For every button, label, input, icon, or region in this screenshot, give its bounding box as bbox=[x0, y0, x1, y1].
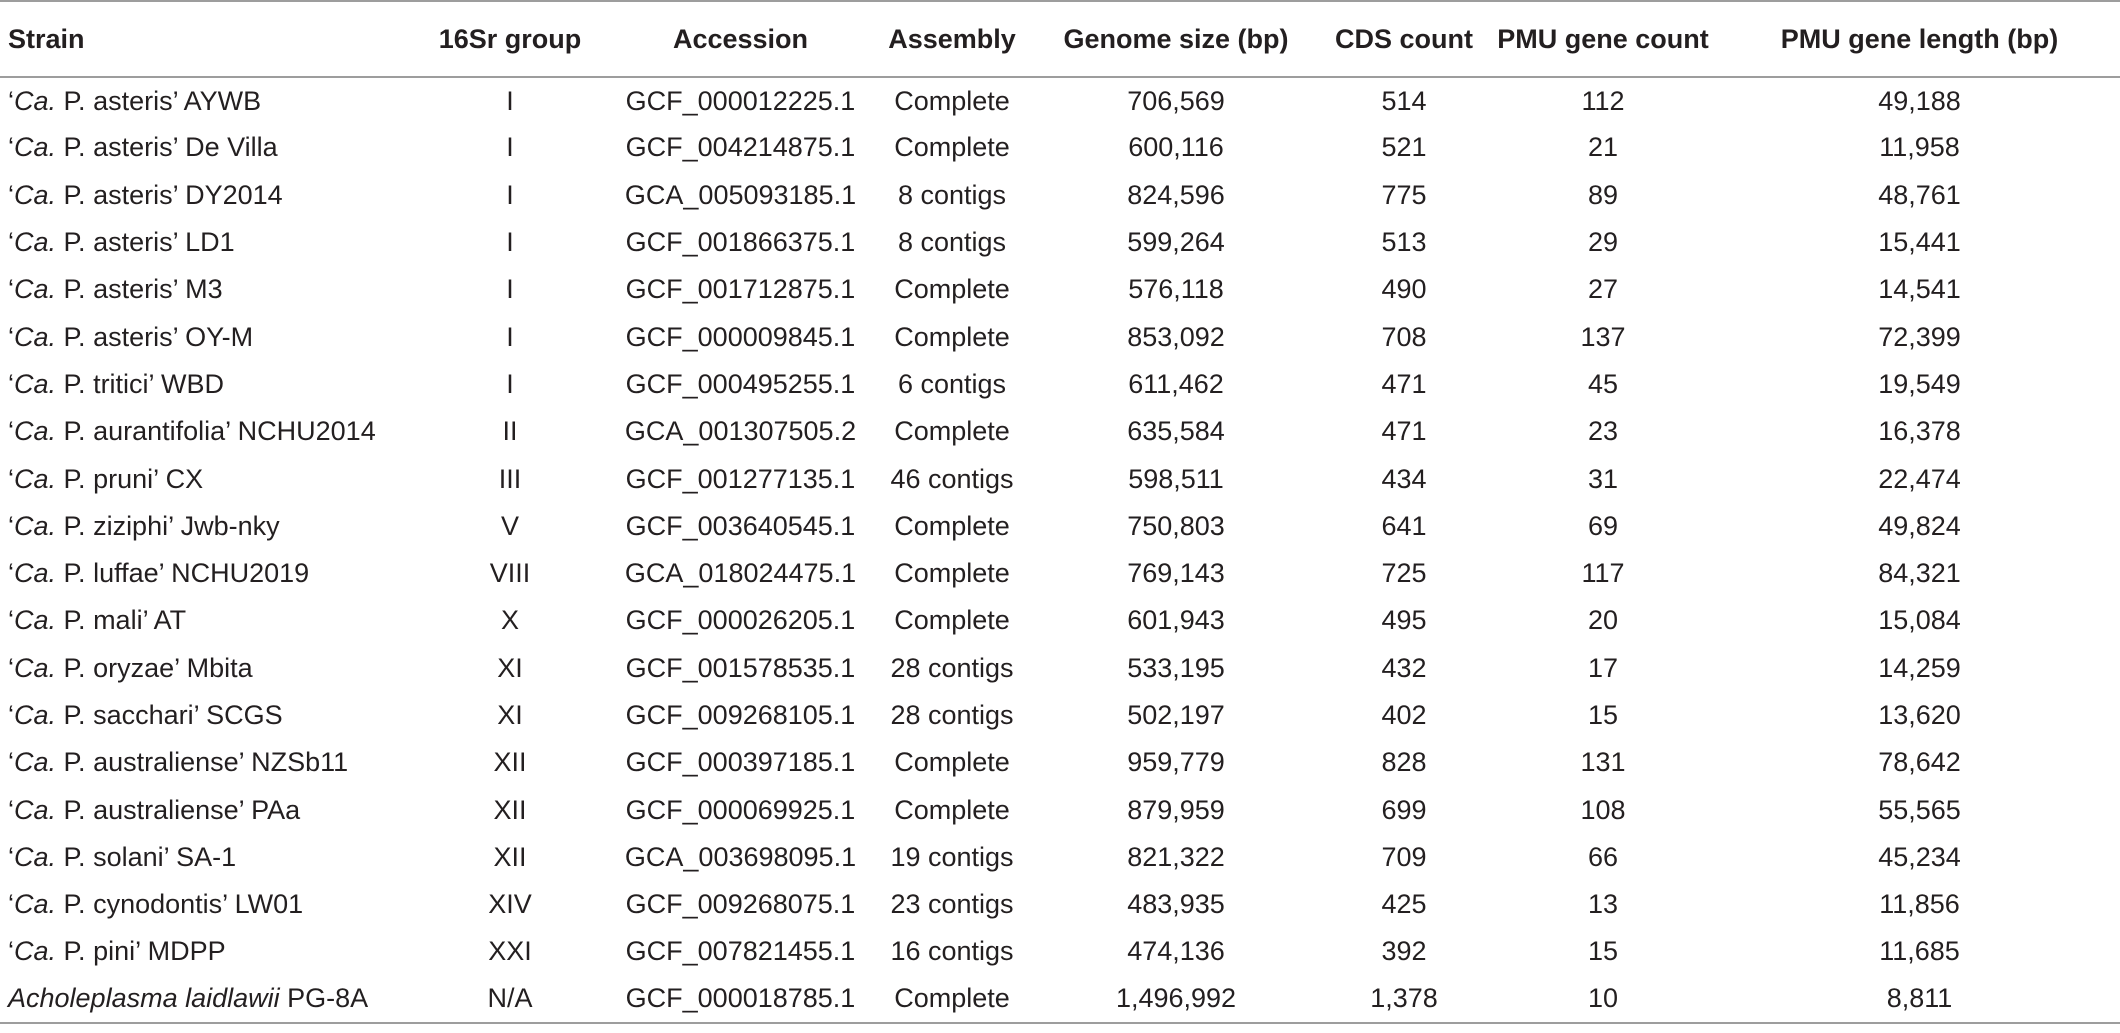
strain-name: P. tritici’ WBD bbox=[56, 368, 225, 399]
cell-strain bbox=[0, 597, 412, 644]
strain-prefix: ‘ bbox=[8, 558, 14, 589]
cell-strain bbox=[0, 361, 412, 408]
cell-16sr-group: XI bbox=[497, 652, 523, 683]
cell-accession: GCF_000018785.1 bbox=[608, 976, 873, 1023]
cell-pmu-gene-count: 29 bbox=[1587, 227, 1619, 258]
cell-accession: GCA_003698095.1 bbox=[624, 841, 857, 872]
cell-pmu-gene-count: 112 bbox=[1581, 85, 1625, 116]
strain-prefix: ‘ bbox=[8, 510, 14, 541]
cell-strain bbox=[0, 455, 412, 502]
cell-pmu-gene-length: 22,474 bbox=[1878, 463, 1961, 494]
cell-genome-size: 769,143 bbox=[1127, 558, 1225, 589]
cell-pmu-gene-length: 11,958 bbox=[1879, 132, 1960, 163]
cell-16sr-group: I bbox=[506, 132, 514, 163]
cell-assembly: 28 contigs bbox=[890, 700, 1014, 730]
cell-pmu-gene-length: 15,084 bbox=[1878, 605, 1961, 636]
table-header bbox=[0, 1, 2120, 77]
header-pmu-gene-length: PMU gene length (bp) bbox=[1719, 1, 2120, 77]
cell-strain bbox=[0, 881, 412, 928]
cell-assembly: 8 contigs bbox=[897, 179, 1007, 210]
cell-accession: GCF_000069925.1 bbox=[625, 794, 856, 825]
cell-assembly: Complete bbox=[894, 416, 1010, 447]
cell-pmu-gene-count: 117 bbox=[1581, 558, 1625, 589]
strain-prefix: ‘ bbox=[8, 227, 14, 258]
cell-strain bbox=[0, 692, 412, 739]
table-row bbox=[0, 786, 2120, 833]
strain-italic-name: Ca. bbox=[14, 274, 57, 305]
cell-assembly: 16 contigs bbox=[890, 936, 1014, 967]
cell-strain bbox=[0, 976, 412, 1023]
cell-pmu-gene-count: 17 bbox=[1587, 652, 1619, 683]
cell-pmu-gene-count: 13 bbox=[1587, 889, 1619, 920]
cell-16sr-group: XXI bbox=[488, 936, 532, 967]
strain-name: P. asteris’ De Villa bbox=[56, 132, 278, 163]
cell-strain bbox=[0, 928, 412, 975]
cell-accession: GCA_005093185.1 bbox=[624, 179, 857, 210]
cell-strain bbox=[0, 219, 412, 266]
cell-assembly: Complete bbox=[894, 274, 1010, 305]
cell-pmu-gene-count: 137 bbox=[1580, 321, 1626, 352]
header-row bbox=[0, 1, 2120, 77]
cell-genome-size: 635,584 bbox=[1127, 416, 1225, 447]
cell-cds-count: 1,378 bbox=[1321, 976, 1487, 1023]
cell-assembly: 8 contigs bbox=[897, 227, 1007, 258]
cell-genome-size: 959,779 bbox=[1127, 747, 1225, 778]
cell-accession: GCF_000495255.1 bbox=[625, 368, 856, 399]
strain-name: P. pruni’ CX bbox=[56, 463, 204, 494]
strain-italic-name: Ca. bbox=[14, 416, 57, 447]
cell-assembly: 23 contigs bbox=[890, 889, 1014, 920]
cell-genome-size: 611,462 bbox=[1128, 368, 1224, 399]
cell-cds-count: 513 bbox=[1381, 227, 1427, 258]
cell-cds-count: 471 bbox=[1381, 368, 1427, 399]
strain-italic-name: Ca. bbox=[14, 558, 57, 589]
cell-pmu-gene-count: 31 bbox=[1587, 463, 1619, 494]
strain-name: P. asteris’ LD1 bbox=[56, 227, 235, 258]
table-row bbox=[0, 77, 2120, 124]
table-row bbox=[0, 834, 2120, 881]
strain-name: P. ziziphi’ Jwb-nky bbox=[56, 510, 280, 541]
header-assembly: Assembly bbox=[873, 1, 1031, 77]
cell-genome-size: 879,959 bbox=[1127, 794, 1225, 825]
cell-cds-count: 521 bbox=[1381, 132, 1427, 163]
strain-italic-name: Ca. bbox=[14, 368, 57, 399]
cell-assembly: Complete bbox=[894, 132, 1010, 163]
cell-genome-size: 1,496,992 bbox=[1031, 976, 1321, 1023]
cell-pmu-gene-length: 45,234 bbox=[1878, 841, 1961, 872]
cell-pmu-gene-length: 72,399 bbox=[1878, 321, 1961, 352]
strain-italic-name: Ca. bbox=[14, 321, 57, 352]
strain-prefix: ‘ bbox=[8, 463, 14, 494]
table-row bbox=[0, 597, 2120, 644]
strain-name: P. luffae’ NCHU2019 bbox=[56, 558, 310, 589]
cell-16sr-group: I bbox=[506, 368, 514, 399]
cell-cds-count: 641 bbox=[1381, 510, 1427, 541]
cell-cds-count: 425 bbox=[1381, 889, 1427, 920]
cell-pmu-gene-length: 13,620 bbox=[1878, 700, 1961, 730]
cell-genome-size: 599,264 bbox=[1127, 227, 1225, 258]
strain-name: P. asteris’ DY2014 bbox=[56, 179, 283, 210]
cell-genome-size: 483,935 bbox=[1127, 889, 1225, 920]
strain-prefix: ‘ bbox=[8, 321, 14, 352]
table-row bbox=[0, 645, 2120, 692]
cell-accession: GCF_009268105.1 bbox=[625, 700, 856, 730]
cell-cds-count: 495 bbox=[1381, 605, 1427, 636]
strain-italic-name: Ca. bbox=[14, 510, 57, 541]
header-genome-size: Genome size (bp) bbox=[1031, 1, 1321, 77]
cell-pmu-gene-count: 66 bbox=[1587, 841, 1619, 872]
cell-16sr-group: XI bbox=[497, 700, 523, 730]
cell-assembly: Complete bbox=[894, 85, 1010, 116]
strain-name: P. australiense’ NZSb11 bbox=[56, 747, 349, 778]
table-row bbox=[0, 124, 2120, 171]
strain-italic-name: Ca. bbox=[14, 936, 57, 967]
table-row bbox=[0, 881, 2120, 928]
cell-strain bbox=[0, 503, 412, 550]
cell-cds-count: 775 bbox=[1381, 179, 1427, 210]
cell-pmu-gene-count: 15 bbox=[1587, 936, 1619, 967]
strain-italic-name: Ca. bbox=[14, 700, 57, 730]
strain-name: P. mali’ AT bbox=[56, 605, 187, 636]
cell-assembly: Complete bbox=[894, 321, 1010, 352]
cell-cds-count: 432 bbox=[1381, 652, 1427, 683]
cell-assembly: Complete bbox=[873, 976, 1031, 1023]
strain-name: P. australiense’ PAa bbox=[56, 794, 301, 825]
cell-accession: GCF_001277135.1 bbox=[625, 463, 856, 494]
table-row bbox=[0, 739, 2120, 786]
cell-16sr-group: N/A bbox=[412, 976, 608, 1023]
header-cds-count: CDS count bbox=[1321, 1, 1487, 77]
cell-pmu-gene-length: 15,441 bbox=[1878, 227, 1961, 258]
header-16sr-group: 16Sr group bbox=[412, 1, 608, 77]
cell-accession: GCF_000397185.1 bbox=[625, 747, 856, 778]
cell-pmu-gene-length: 14,259 bbox=[1878, 652, 1961, 683]
cell-pmu-gene-length: 11,685 bbox=[1879, 936, 1960, 967]
cell-strain bbox=[0, 124, 412, 171]
cell-16sr-group: X bbox=[500, 605, 519, 636]
strain-italic-name: Ca. bbox=[14, 227, 57, 258]
strain-italic-name: Ca. bbox=[14, 85, 57, 116]
cell-pmu-gene-length: 48,761 bbox=[1878, 179, 1961, 210]
table-row bbox=[0, 692, 2120, 739]
cell-pmu-gene-count: 23 bbox=[1587, 416, 1619, 447]
cell-accession: GCF_003640545.1 bbox=[625, 510, 856, 541]
cell-pmu-gene-length: 11,856 bbox=[1879, 889, 1960, 920]
cell-assembly: Complete bbox=[894, 510, 1010, 541]
cell-16sr-group: I bbox=[506, 321, 514, 352]
cell-genome-size: 598,511 bbox=[1128, 463, 1224, 494]
cell-16sr-group: VIII bbox=[489, 558, 531, 589]
cell-assembly: 28 contigs bbox=[890, 652, 1014, 683]
cell-pmu-gene-count: 131 bbox=[1580, 747, 1626, 778]
cell-16sr-group: I bbox=[506, 85, 514, 116]
cell-cds-count: 490 bbox=[1381, 274, 1427, 305]
cell-cds-count: 434 bbox=[1381, 463, 1427, 494]
cell-16sr-group: XII bbox=[493, 841, 527, 872]
table-row bbox=[0, 172, 2120, 219]
cell-assembly: 19 contigs bbox=[890, 841, 1014, 872]
strain-italic-name: Ca. bbox=[14, 841, 57, 872]
table-row bbox=[0, 361, 2120, 408]
cell-genome-size: 502,197 bbox=[1127, 700, 1225, 730]
cell-cds-count: 514 bbox=[1381, 85, 1427, 116]
cell-16sr-group: XII bbox=[493, 794, 527, 825]
strain-name: P. cynodontis’ LW01 bbox=[56, 889, 304, 920]
header-pmu-gene-count: PMU gene count bbox=[1487, 1, 1719, 77]
cell-pmu-gene-length: 49,824 bbox=[1878, 510, 1961, 541]
table-row bbox=[0, 928, 2120, 975]
strain-italic-name: Ca. bbox=[14, 889, 57, 920]
table-row bbox=[0, 550, 2120, 597]
cell-pmu-gene-length: 14,541 bbox=[1878, 274, 1961, 305]
cell-accession: GCA_018024475.1 bbox=[624, 558, 857, 589]
strain-name: PG-8A bbox=[279, 983, 369, 1014]
cell-pmu-gene-length: 78,642 bbox=[1878, 747, 1961, 778]
strain-italic-name: Ca. bbox=[14, 605, 57, 636]
cell-assembly: 6 contigs bbox=[897, 368, 1007, 399]
strain-italic-name: Ca. bbox=[14, 747, 57, 778]
strain-name: P. asteris’ OY-M bbox=[56, 321, 254, 352]
strain-prefix: ‘ bbox=[8, 700, 14, 730]
cell-assembly: Complete bbox=[894, 558, 1010, 589]
strain-italic-name: Acholeplasma laidlawii bbox=[8, 983, 280, 1014]
strain-italic-name: Ca. bbox=[14, 794, 57, 825]
cell-cds-count: 699 bbox=[1381, 794, 1427, 825]
strain-name: P. solani’ SA-1 bbox=[56, 841, 237, 872]
cell-strain bbox=[0, 645, 412, 692]
cell-pmu-gene-count: 69 bbox=[1587, 510, 1619, 541]
table-body bbox=[0, 77, 2120, 1023]
cell-genome-size: 824,596 bbox=[1127, 179, 1225, 210]
cell-pmu-gene-length: 49,188 bbox=[1878, 85, 1961, 116]
cell-strain bbox=[0, 786, 412, 833]
cell-strain bbox=[0, 313, 412, 360]
strain-name: P. oryzae’ Mbita bbox=[56, 652, 253, 683]
cell-accession: GCF_000026205.1 bbox=[625, 605, 856, 636]
cell-genome-size: 533,195 bbox=[1127, 652, 1225, 683]
cell-genome-size: 576,118 bbox=[1128, 274, 1224, 305]
strain-italic-name: Ca. bbox=[14, 132, 57, 163]
cell-cds-count: 402 bbox=[1381, 700, 1427, 730]
cell-pmu-gene-length: 84,321 bbox=[1878, 558, 1961, 589]
cell-cds-count: 709 bbox=[1381, 841, 1427, 872]
strain-name: P. asteris’ AYWB bbox=[56, 85, 262, 116]
cell-pmu-gene-length: 16,378 bbox=[1878, 416, 1961, 447]
cell-strain bbox=[0, 834, 412, 881]
cell-accession: GCF_004214875.1 bbox=[625, 132, 856, 163]
strain-prefix: ‘ bbox=[8, 132, 14, 163]
cell-accession: GCF_000009845.1 bbox=[625, 321, 856, 352]
cell-cds-count: 828 bbox=[1381, 747, 1427, 778]
strain-italic-name: Ca. bbox=[14, 652, 57, 683]
table-row bbox=[0, 219, 2120, 266]
cell-pmu-gene-length: 8,811 bbox=[1719, 976, 2120, 1023]
strain-prefix: ‘ bbox=[8, 85, 14, 116]
cell-genome-size: 821,322 bbox=[1127, 841, 1225, 872]
cell-cds-count: 708 bbox=[1381, 321, 1427, 352]
cell-genome-size: 853,092 bbox=[1127, 321, 1225, 352]
table-row bbox=[0, 266, 2120, 313]
cell-16sr-group: XII bbox=[493, 747, 527, 778]
cell-pmu-gene-count: 45 bbox=[1587, 368, 1619, 399]
cell-pmu-gene-count: 10 bbox=[1487, 976, 1719, 1023]
cell-16sr-group: V bbox=[500, 510, 519, 541]
cell-16sr-group: I bbox=[506, 179, 514, 210]
cell-accession: GCF_001578535.1 bbox=[625, 652, 856, 683]
strain-prefix: ‘ bbox=[8, 274, 14, 305]
cell-accession: GCF_001712875.1 bbox=[625, 274, 856, 305]
strain-prefix: ‘ bbox=[8, 841, 14, 872]
cell-pmu-gene-count: 27 bbox=[1587, 274, 1619, 305]
cell-pmu-gene-count: 20 bbox=[1587, 605, 1619, 636]
cell-16sr-group: I bbox=[506, 227, 514, 258]
strain-name: P. sacchari’ SCGS bbox=[56, 700, 283, 730]
cell-genome-size: 474,136 bbox=[1127, 936, 1225, 967]
cell-cds-count: 471 bbox=[1381, 416, 1427, 447]
cell-cds-count: 725 bbox=[1381, 558, 1427, 589]
cell-accession: GCF_000012225.1 bbox=[625, 85, 856, 116]
strain-prefix: ‘ bbox=[8, 368, 14, 399]
cell-genome-size: 750,803 bbox=[1127, 510, 1225, 541]
cell-accession: GCF_007821455.1 bbox=[625, 936, 856, 967]
cell-pmu-gene-count: 108 bbox=[1580, 794, 1626, 825]
strain-prefix: ‘ bbox=[8, 794, 14, 825]
strain-name: P. aurantifolia’ NCHU2014 bbox=[56, 416, 376, 447]
cell-strain bbox=[0, 77, 412, 124]
cell-genome-size: 600,116 bbox=[1128, 132, 1224, 163]
cell-assembly: Complete bbox=[894, 794, 1010, 825]
cell-16sr-group: III bbox=[498, 463, 522, 494]
cell-pmu-gene-count: 89 bbox=[1587, 179, 1619, 210]
cell-assembly: Complete bbox=[894, 747, 1010, 778]
cell-accession: GCF_009268075.1 bbox=[625, 889, 856, 920]
cell-16sr-group: XIV bbox=[488, 889, 532, 920]
cell-pmu-gene-count: 21 bbox=[1587, 132, 1619, 163]
cell-assembly: 46 contigs bbox=[890, 463, 1014, 494]
strain-prefix: ‘ bbox=[8, 889, 14, 920]
cell-16sr-group: I bbox=[506, 274, 514, 305]
table-row bbox=[0, 408, 2120, 455]
cell-pmu-gene-count: 15 bbox=[1587, 700, 1619, 730]
cell-strain bbox=[0, 739, 412, 786]
cell-pmu-gene-length: 19,549 bbox=[1878, 368, 1961, 399]
strain-prefix: ‘ bbox=[8, 747, 14, 778]
strain-prefix: ‘ bbox=[8, 936, 14, 967]
cell-16sr-group: II bbox=[502, 416, 518, 447]
strain-italic-name: Ca. bbox=[14, 463, 57, 494]
cell-assembly: Complete bbox=[894, 605, 1010, 636]
cell-strain bbox=[0, 172, 412, 219]
table-row bbox=[0, 455, 2120, 502]
cell-genome-size: 706,569 bbox=[1127, 85, 1225, 116]
header-accession: Accession bbox=[608, 1, 873, 77]
strain-prefix: ‘ bbox=[8, 605, 14, 636]
strain-name: P. pini’ MDPP bbox=[56, 936, 226, 967]
cell-strain bbox=[0, 266, 412, 313]
cell-strain bbox=[0, 550, 412, 597]
cell-pmu-gene-length: 55,565 bbox=[1878, 794, 1961, 825]
strain-prefix: ‘ bbox=[8, 652, 14, 683]
table-row bbox=[0, 976, 2120, 1023]
strain-italic-name: Ca. bbox=[14, 179, 57, 210]
strain-prefix: ‘ bbox=[8, 416, 14, 447]
header-strain: Strain bbox=[0, 1, 412, 77]
cell-accession: GCF_001866375.1 bbox=[625, 227, 856, 258]
table-row bbox=[0, 313, 2120, 360]
table-row bbox=[0, 503, 2120, 550]
cell-genome-size: 601,943 bbox=[1127, 605, 1225, 636]
cell-cds-count: 392 bbox=[1381, 936, 1427, 967]
strain-prefix: ‘ bbox=[8, 179, 14, 210]
strain-name: P. asteris’ M3 bbox=[56, 274, 223, 305]
cell-strain bbox=[0, 408, 412, 455]
cell-accession: GCA_001307505.2 bbox=[624, 416, 857, 447]
